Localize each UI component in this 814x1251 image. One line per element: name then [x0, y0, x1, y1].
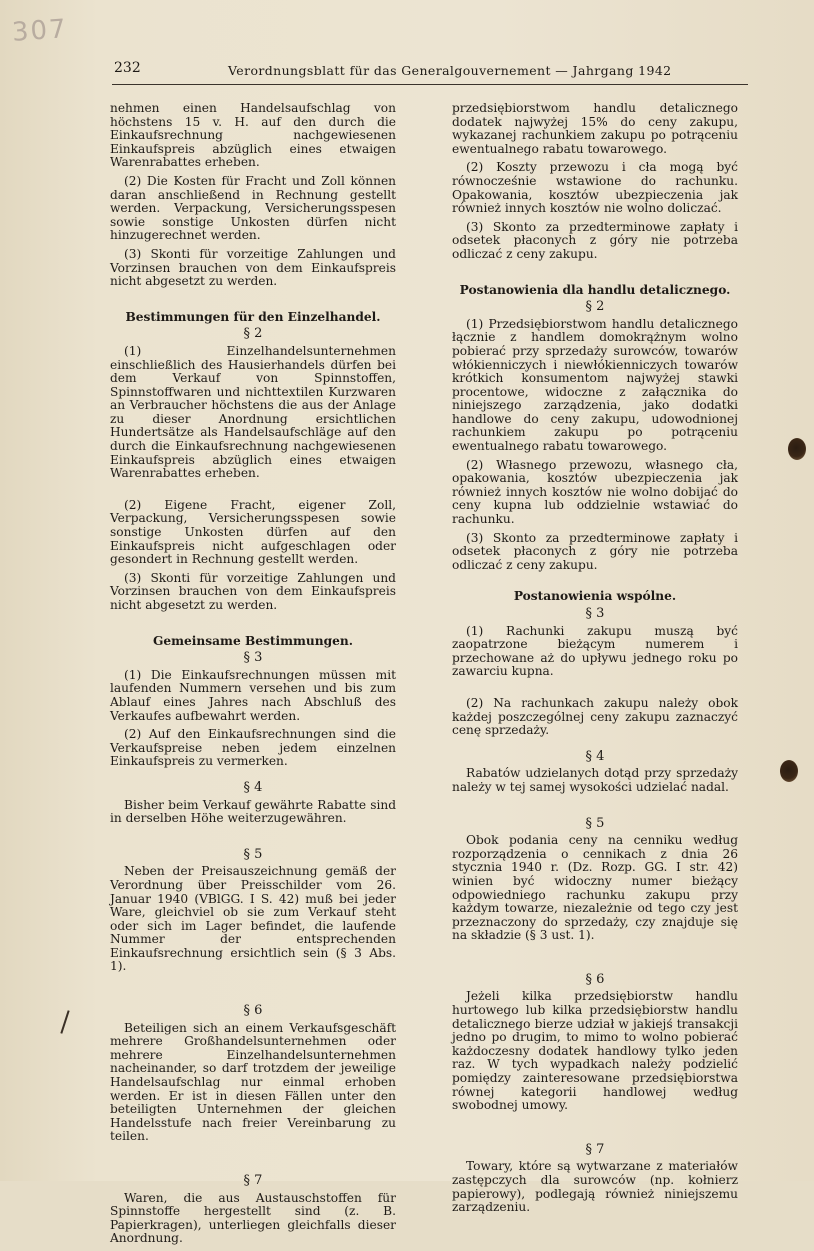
section-number: § 5 — [585, 815, 605, 831]
section-number: § 2 — [243, 326, 263, 342]
paragraph: Beteiligen sich an einem Verkaufsgeschäft mehrere Großhandelsunternehmen oder mehrere Einzelhandelsunternehmen nacheinander, so darf trotzdem der jeweilige Handelsaufschlag nur einmal erhoben werden. Er ist in diesen Fällen unter den beteiligten Unternehmen der gleichen Handelsstufe nach freier Vereinbarung zu teilen. — [110, 1020, 396, 1144]
paragraph: (2) Die Kosten für Fracht und Zoll können daran anschließend in Rechnung gestellt werden. Verpackung, Versicherungsspesen sowie sonstige Unkosten dürfen nicht hinzugerechnet werden. — [110, 173, 396, 243]
section-number: § 7 — [243, 1173, 263, 1188]
section-number: § 3 — [585, 606, 605, 621]
running-head: Verordnungsblatt für das Generalgouvernement — Jahrgang 1942 — [228, 63, 672, 78]
section-number: § 6 — [243, 1003, 263, 1019]
paragraph: Towary, które są wytwarzane z materiałów zastępczych dla surowców (np. kołnierz papierowy), podlegają również niniejszemu zarządzeniu. — [452, 1159, 738, 1215]
paragraph: (3) Skonti für vorzeitige Zahlungen und Vorzinsen brauchen von dem Einkaufspreis nicht abgesetzt zu werden. — [110, 570, 396, 612]
punch-hole-bottom — [780, 760, 798, 782]
paragraph: (3) Skonto za przedterminowe zapłaty i odsetek płaconych z góry nie potrzeba odliczać z ceny zakupu. — [452, 219, 738, 261]
section-number: § 7 — [585, 1141, 605, 1157]
paragraph: (3) Skonto za przedterminowe zapłaty i odsetek płaconych z góry nie potrzeba odliczać z ceny zakupu. — [452, 530, 738, 572]
section-heading: Postanowienia wspólne. — [513, 589, 677, 604]
section-heading: Gemeinsame Bestimmungen. — [152, 633, 354, 648]
section-heading: Postanowienia dla handlu detalicznego. — [459, 282, 731, 297]
paragraph: (3) Skonti für vorzeitige Zahlungen und Vorzinsen brauchen von dem Einkaufspreis nicht abgesetzt zu werden. — [110, 246, 396, 289]
paragraph: (2) Na rachunkach zakupu należy obok każdej poszczególnej ceny zakupu zaznaczyć cenę sprzedaży. — [452, 695, 738, 738]
paragraph: Jeżeli kilka przedsiębiorstw handlu hurtowego lub kilka przedsiębiorstw handlu detalicznego bierze udział w jakiejś transakcji jedno po drugim, to mimo to wolno pobierać każdoczesny dodatek handlowy tylko jeden raz. W tych wypadkach należy podzielić pomiędzy zainteresowane przedsiębiorstwa równej kategorii handlowej według swobodnej umowy. — [452, 989, 738, 1113]
paragraph: (2) Eigene Fracht, eigener Zoll, Verpackung, Versicherungsspesen sowie sonstige Unkosten dürfen auf den Einkaufspreis nicht aufgeschlagen oder gesondert in Rechnung gestellt werden. — [110, 497, 396, 567]
section-number: § 3 — [243, 650, 263, 666]
paragraph: Waren, die aus Austauschstoffen für Spinnstoffe hergestellt sind (z. B. Papierkragen), unterliegen gleichfalls dieser Anordnung. — [110, 1190, 396, 1246]
section-number: § 4 — [243, 779, 263, 795]
paragraph: Rabatów udzielanych dotąd przy sprzedaży należy w tej samej wysokości udzielać nadal. — [452, 766, 738, 794]
paragraph: przedsiębiorstwom handlu detalicznego dodatek najwyżej 15% do ceny zakupu, wykazanej rachunkiem zakupu po potrąceniu ewentualnego rabatu towarowego. — [452, 101, 738, 156]
paragraph: (2) Auf den Einkaufsrechnungen sind die Verkaufspreise neben jedem einzelnen Einkaufspreis zu vermerken. — [110, 727, 396, 769]
section-heading: Bestimmungen für den Einzelhandel. — [125, 309, 381, 324]
page-number: 232 — [114, 60, 141, 76]
section-number: § 4 — [585, 748, 605, 764]
paragraph: (1) Einzelhandelsunternehmen einschließlich des Hausierhandels dürfen bei dem Verkauf von Spinnstoffen, Spinnstoffwaren und nichttextilen Kurzwaren an Verbraucher höchstens die aus der Anlage zu dieser Anordnung ersichtlichen Hundertsätze als Handelsaufschläge auf den durch die Einkaufsrechnung nachgewiesenen Einkaufspreis abzüglich eines etwaigen Warenrabattes erheben. — [110, 343, 396, 481]
polish-column — [452, 102, 738, 1220]
paragraph: (2) Własnego przewozu, własnego cła, opakowania, kosztów ubezpieczenia jak również innych kosztów nie wolno dobijać do ceny kupna lub oddzielnie wstawiać do rachunku. — [452, 457, 738, 527]
paragraph: Neben der Preisauszeichnung gemäß der Verordnung über Preisschilder vom 26. Januar 1940 (VBlGG. I S. 42) muß bei jeder Ware, gleichviel ob sie zum Verkauf steht oder sich im Lager befindet, die laufende Nummer der entsprechenden Einkaufsrechnung ersichtlich sein (§ 3 Abs. 1). — [110, 864, 396, 974]
paragraph: Bisher beim Verkauf gewährte Rabatte sind in derselben Höhe weiterzugewähren. — [110, 797, 396, 826]
section-number: § 6 — [585, 971, 605, 987]
paragraph: (1) Die Einkaufsrechnungen müssen mit laufenden Nummern versehen und bis zum Ablauf eines Jahres nach Abschluß des Verkaufes aufbewahrt werden. — [110, 667, 396, 723]
handwritten-page-mark: 307 — [11, 14, 69, 48]
paragraph: (2) Koszty przewozu i cła mogą być równocześnie wstawione do rachunku. Opakowania, kosztów ubezpieczenia jak również innych kosztów nie wolno doliczać. — [452, 160, 738, 216]
section-number: § 5 — [243, 846, 263, 862]
pencil-mark — [60, 1010, 69, 1033]
paragraph: (1) Przedsiębiorstwom handlu detalicznego łącznie z handlem domokrążnym wolno pobierać przy sprzedaży surowców, towarów włókienniczych i niewłókienniczych towarów krótkich konsumentom najwyżej stawki procentowe, widoczne z załącznika do niniejszego zarządzenia, jako dodatki handlowe do ceny zakupu, udowodnionej rachunkiem zakupu po potrąceniu ewentualnego rabatu towarowego. — [452, 316, 738, 454]
section-number: § 2 — [585, 299, 605, 315]
paragraph: nehmen einen Handelsaufschlag von höchstens 15 v. H. auf den durch die Einkaufsrechnung nachgewiesenen Einkaufspreis abzüglich eines etwaigen Warenrabattes erheben. — [110, 101, 396, 170]
paragraph: (1) Rachunki zakupu muszą być zaopatrzone bieżącym numerem i przechowane aż do upływu jednego roku po zawarciu kupna. — [452, 623, 738, 679]
german-column — [110, 102, 396, 1251]
header-rule — [112, 84, 748, 85]
paragraph: Obok podania ceny na cenniku według rozporządzenia o cennikach z dnia 26 stycznia 1940 r. (Dz. Rozp. GG. I str. 42) winien być widoczny numer bieżący odpowiedniego rachunku zakupu przy każdym towarze, niezależnie od tego czy jest przeznaczony do sprzedaży, czy znajduje się na składzie (§ 3 ust. 1). — [452, 833, 738, 943]
punch-hole-top — [788, 438, 806, 460]
